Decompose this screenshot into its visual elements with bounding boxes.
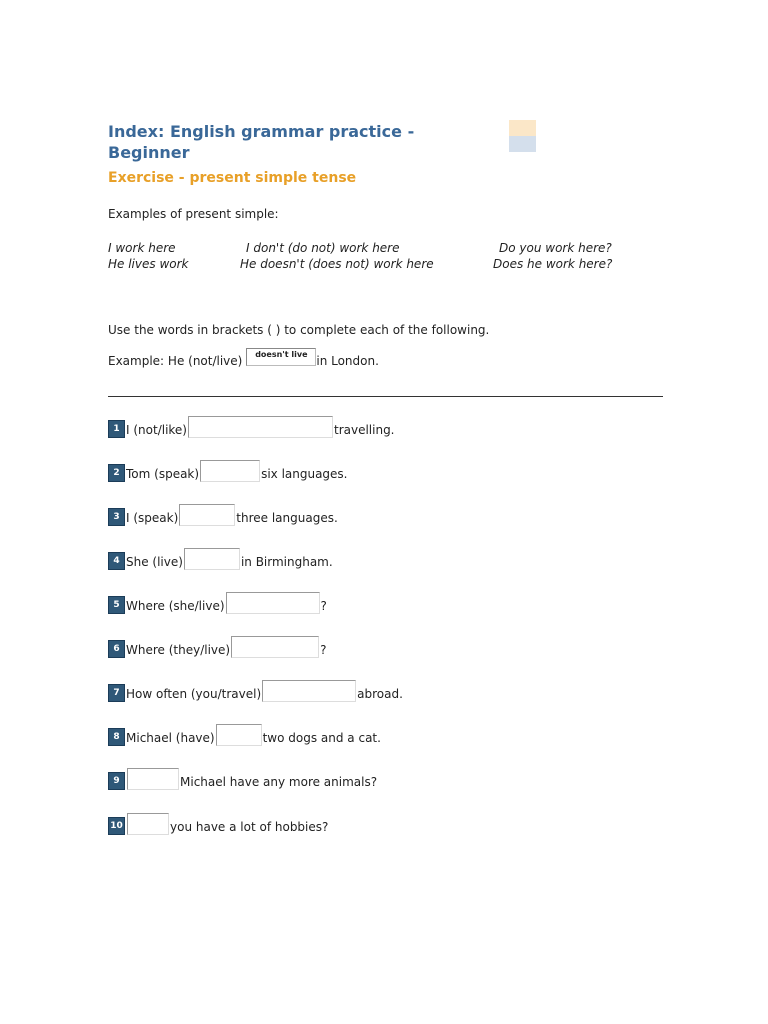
question-prompt: I (speak) [126,511,179,525]
question-row [108,416,395,438]
question-continuation: you have a lot of hobbies? [170,820,329,834]
page-title [108,121,468,163]
question-continuation: abroad. [357,687,403,701]
answer-input-4[interactable] [184,548,240,570]
color-swatch-bottom [509,136,536,152]
question-number: 7 [108,684,125,702]
question-number: 4 [108,552,125,570]
example-cell: He doesn't (does not) work here [240,257,434,271]
question-number: 6 [108,640,125,658]
example-answer-box: doesn't live [246,348,316,366]
question-continuation: Michael have any more animals? [180,775,378,789]
example-cell: He lives work [108,257,189,271]
answer-input-8[interactable] [216,724,262,746]
question-number: 1 [108,420,125,438]
instructions-text: Use the words in brackets ( ) to complete each of the following. [108,323,490,337]
answer-input-7[interactable] [262,680,356,702]
answer-input-1[interactable] [188,416,333,438]
exercise-subtitle: Exercise - present simple tense [108,170,357,186]
question-continuation: travelling. [333,423,395,437]
question-row [108,548,333,570]
question-number: 3 [108,508,125,526]
question-row [108,680,403,702]
question-row [108,724,381,746]
example-cell: Do you work here? [499,241,612,255]
answer-input-10[interactable] [127,813,169,835]
question-continuation: six languages. [261,467,348,481]
example-cell: Does he work here? [493,257,613,271]
question-prompt: I (not/like) [126,423,187,437]
question-prompt: Where (they/live) [126,643,231,657]
question-number: 8 [108,728,125,746]
question-number: 2 [108,464,125,482]
answer-input-2[interactable] [200,460,260,482]
answer-input-9[interactable] [127,768,179,790]
example-cell: I work here [108,241,176,255]
page-title-line1: Index: English grammar practice - [108,122,415,141]
examples-intro: Examples of present simple: [108,207,279,221]
question-continuation: in Birmingham. [240,555,333,569]
question-continuation: ? [320,599,327,613]
question-continuation: two dogs and a cat. [262,731,381,745]
question-prompt: How often (you/travel) [126,687,262,701]
question-number: 5 [108,596,125,614]
example-cell: I don't (do not) work here [246,241,400,255]
color-swatch-top [509,120,536,136]
answer-input-6[interactable] [231,636,319,658]
question-continuation: three languages. [236,511,338,525]
question-row [108,592,327,614]
question-prompt: Tom (speak) [126,467,200,481]
answer-input-5[interactable] [226,592,320,614]
example-prefix: Example: He (not/live) [108,354,243,368]
page-title-line2: Beginner [108,143,190,162]
question-row [108,636,326,658]
question-number: 9 [108,772,125,790]
question-continuation: ? [320,643,327,657]
question-row [108,768,377,790]
question-number: 10 [108,817,125,835]
answer-input-3[interactable] [179,504,235,526]
question-row [108,460,348,482]
question-row [108,504,338,526]
example-suffix: in London. [316,354,379,368]
divider [108,396,663,397]
question-prompt: Michael (have) [126,731,215,745]
question-row [108,813,328,835]
question-prompt: She (live) [126,555,183,569]
question-prompt: Where (she/live) [126,599,225,613]
